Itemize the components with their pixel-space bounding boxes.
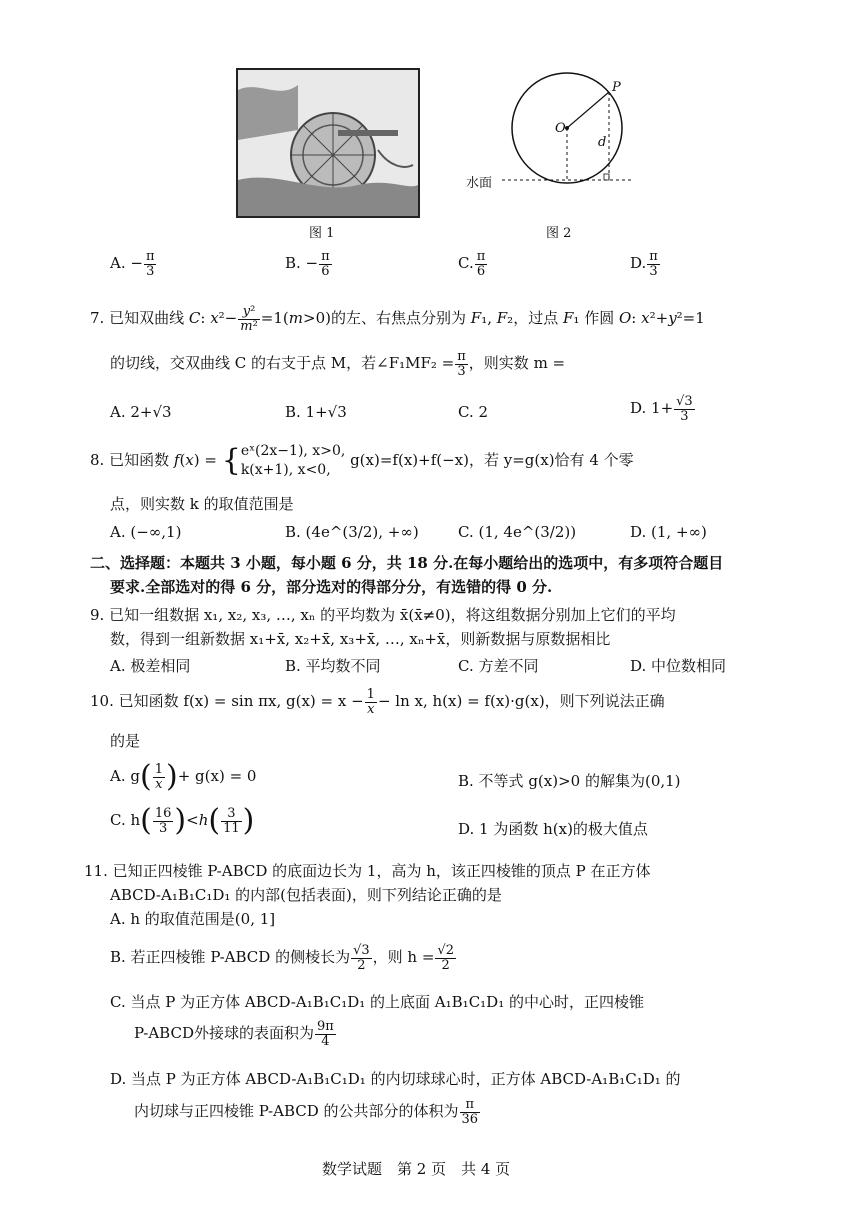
q11-option-d: D. 当点 P 为正方体 ABCD-A₁B₁C₁D₁ 的内切球球心时，正方体 ABCD-A₁B₁C₁D₁ 的 (110, 1070, 681, 1088)
q11-option-a: A. h 的取值范围是(0, 1] (110, 910, 276, 928)
question-10-line2: 的是 (110, 732, 141, 750)
question-10: 10. 已知函数 f(x) = sin πx, g(x) = x − $\frac{1}{x}$ − ln x, h(x) = f(x)·g(x)，则下列说法正确 (90, 687, 665, 717)
question-8-line2: 点，则实数 k 的取值范围是 (110, 495, 294, 513)
section-2-heading-line2: 要求.全部选对的得 6 分，部分选对的得部分分，有选错的得 0 分. (110, 578, 553, 596)
q6-option-c: C. $\frac{\pi}{6}$ (458, 249, 486, 279)
q10-option-b: B. 不等式 g(x)>0 的解集为(0,1) (458, 772, 681, 790)
point-p-label: P (612, 80, 621, 95)
q8-option-b: B. (4e^(3/2), +∞) (285, 523, 419, 541)
q10-option-c: C. h( $\frac{16}{3}$ )<h( $\frac{3}{11}$ ) (110, 803, 255, 838)
point-o-label: O (555, 121, 566, 136)
q11-option-d-line2: 内切球与正四棱锥 P-ABCD 的公共部分的体积为 $\frac{\pi}{36}$ (134, 1097, 479, 1127)
water-surface-label: 水面 (466, 176, 493, 191)
q11-option-c: C. 当点 P 为正方体 ABCD-A₁B₁C₁D₁ 的上底面 A₁B₁C₁D₁ 的中心时，正四棱锥 (110, 993, 644, 1011)
figure2-caption: 图 2 (546, 226, 572, 241)
q8-option-d: D. (1, +∞) (630, 523, 707, 541)
q10-option-a: A. g( $\frac{1}{x}$ )+ g(x) = 0 (110, 759, 257, 794)
q9-option-a: A. 极差相同 (110, 657, 191, 675)
q8-option-a: A. (−∞,1) (110, 523, 182, 541)
page-footer: 数学试题 第 2 页 共 4 页 (322, 1160, 511, 1178)
question-11: 11. 已知正四棱锥 P-ABCD 的底面边长为 1，高为 h，该正四棱锥的顶点 P 在正方体 (84, 862, 651, 880)
q6-option-b: B. − $\frac{\pi}{6}$ (285, 249, 330, 279)
question-9: 9. 已知一组数据 x₁, x₂, x₃, …, xₙ 的平均数为 x̄(x̄≠0)，将这组数据分别加上它们的平均 (90, 606, 676, 624)
q8-option-c: C. (1, 4e^(3/2)) (458, 523, 577, 541)
q6-option-d: D. $\frac{\pi}{3}$ (630, 249, 658, 279)
q9-option-c: C. 方差不同 (458, 657, 539, 675)
q7-option-a: A. 2+√3 (110, 403, 172, 421)
question-7: 7. 已知双曲线 C: x²− $\frac{\text{y²}}{\text{m²}}$ =1(m>0)的左、右焦点分别为 F₁, F₂，过点 F₁ 作圆 O: x²+y²=1 (90, 304, 705, 334)
question-11-line2: ABCD-A₁B₁C₁D₁ 的内部(包括表面)，则下列结论正确的是 (110, 886, 502, 904)
section-2-heading: 二、选择题：本题共 3 小题，每小题 6 分，共 18 分.在每小题给出的选项中，有多项符合题目 (90, 554, 724, 572)
question-8: 8. 已知函数 f(x) = { eˣ(2x−1), x>0, k(x+1), x<0, g(x)=f(x)+f(−x)，若 y=g(x)恰有 4 个零 (90, 442, 634, 478)
q6-option-a: A. − $\frac{\pi}{3}$ (110, 249, 155, 279)
q7-option-d: D. 1+ $\frac{√3}{3}$ (630, 394, 693, 424)
q9-option-b: B. 平均数不同 (285, 657, 381, 675)
q7-option-b: B. 1+√3 (285, 403, 347, 421)
q11-option-c-line2: P-ABCD外接球的表面积为 $\frac{9\pi}{4}$ (134, 1019, 334, 1049)
q7-option-c: C. 2 (458, 403, 489, 421)
question-7-line2: 的切线，交双曲线 C 的右支于点 M，若∠F₁MF₂ = $\frac{\pi}{3}$ ，则实数 m = (110, 349, 566, 379)
q9-option-d: D. 中位数相同 (630, 657, 727, 675)
q11-option-b: B. 若正四棱锥 P-ABCD 的侧棱长为 $\frac{√3}{2}$ ，则 h = $\frac{√2}{2}$ (110, 943, 454, 973)
distance-d-label: d (598, 135, 607, 150)
q10-option-d: D. 1 为函数 h(x)的极大值点 (458, 820, 648, 838)
waterwheel-photo (236, 68, 420, 218)
figure1-caption: 图 1 (309, 226, 335, 241)
question-9-line2: 数，得到一组新数据 x₁+x̄, x₂+x̄, x₃+x̄, …, xₙ+x̄，则新数据与原数据相比 (110, 630, 611, 648)
